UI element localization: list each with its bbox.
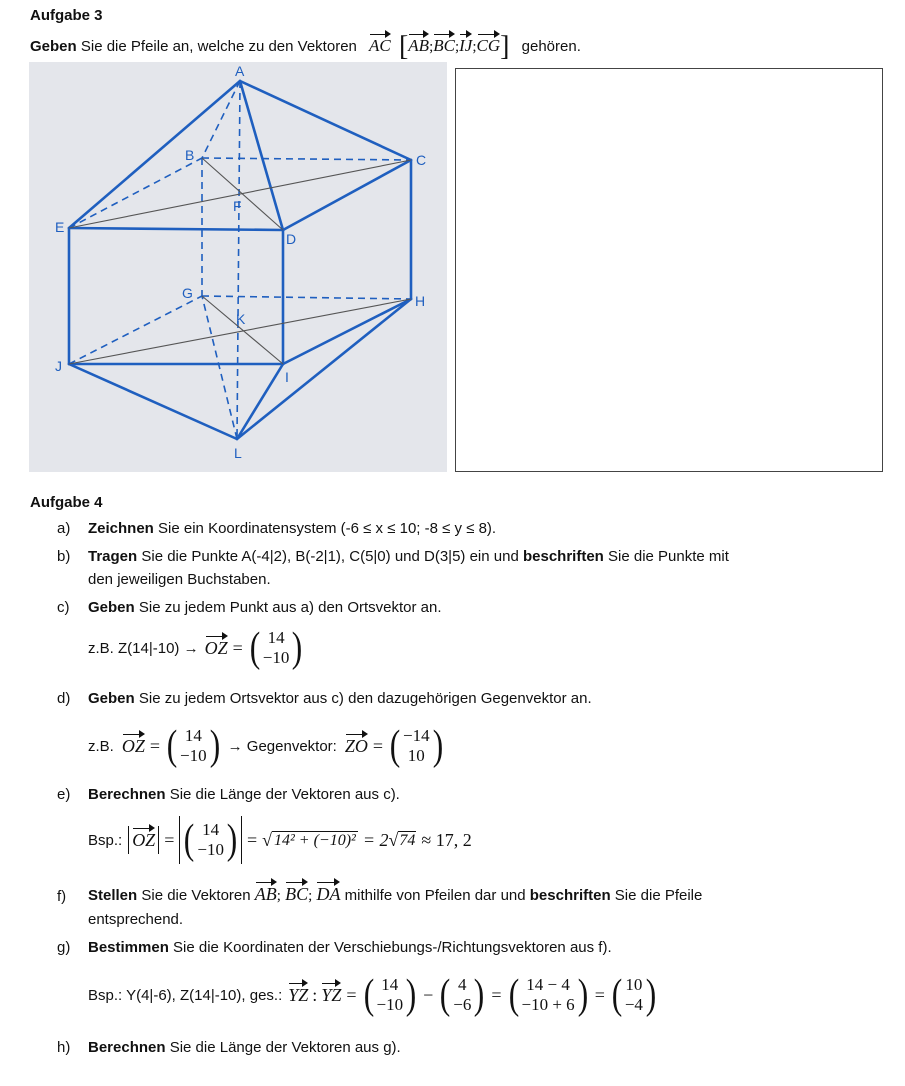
label-c: c) <box>57 599 70 616</box>
example-g: Bsp.: Y(4|-6), Z(14|-10), ges.: YZ : YZ = ( 14 −10 ) − ( 4 −6 ) = ( 14 − 4 −10 + 6 ) = ( 10 −4 ) <box>88 972 657 1018</box>
vec-ZO: ZO <box>344 735 368 756</box>
label-G: G <box>182 285 193 301</box>
task-b-line2: den jeweiligen Buchstaben. <box>88 571 271 588</box>
answer-box <box>455 68 883 472</box>
task-b: Tragen Sie die Punkte A(-4|2), B(-2|1), C(5|0) und D(3|5) ein und beschriften Sie die Punkte mit <box>88 548 729 565</box>
label-g: g) <box>57 939 71 956</box>
label-h: h) <box>57 1039 71 1056</box>
label-C: C <box>416 152 427 168</box>
label-a: a) <box>57 520 71 537</box>
label-A: A <box>235 63 245 79</box>
label-D: D <box>286 231 297 247</box>
example-e: Bsp.: OZ = ( 14 −10 ) = √ 14² + (−10)² = 2 √ 74 ≈ 17, 2 <box>88 817 472 863</box>
label-b: b) <box>57 548 71 565</box>
label-e: e) <box>57 786 71 803</box>
task-f: Stellen Sie die Vektoren AB; BC; DA mithilfe von Pfeilen dar und beschriften Sie die Pfeile <box>88 884 703 904</box>
vec-IJ: IJ <box>459 36 473 55</box>
vec-CG: CG <box>476 36 501 55</box>
label-E: E <box>55 219 65 235</box>
task3-verb: Geben <box>30 38 77 55</box>
vec-AC: AC <box>369 36 391 55</box>
label-B: B <box>185 147 195 163</box>
task3-instruction: Geben Sie die Pfeile an, welche zu den Vektoren AC [AB;BC;IJ;CG] gehören. <box>30 31 581 62</box>
task3-title: Aufgabe 3 <box>30 7 103 24</box>
task-d: Geben Sie zu jedem Ortsvektor aus c) den dazugehörigen Gegenvektor an. <box>88 690 592 707</box>
label-H: H <box>415 293 426 309</box>
task-h: Berechnen Sie die Länge der Vektoren aus g). <box>88 1039 401 1056</box>
example-c: z.B. Z(14|-10) → OZ = ( 14 −10 ) <box>88 625 303 671</box>
task-g: Bestimmen Sie die Koordinaten der Verschiebungs-/Richtungsvektoren aus f). <box>88 939 612 956</box>
vec-AB: AB <box>408 36 430 55</box>
label-d: d) <box>57 690 71 707</box>
prism-figure <box>29 62 447 472</box>
label-K: K <box>236 311 246 327</box>
vec-OZ: OZ <box>204 637 228 658</box>
label-f: f) <box>57 888 67 905</box>
task3-suffix: gehören. <box>521 38 581 55</box>
task-c: Geben Sie zu jedem Punkt aus a) den Ortsvektor an. <box>88 599 442 616</box>
task4-title: Aufgabe 4 <box>30 494 103 511</box>
label-J: J <box>55 358 62 374</box>
label-F: F <box>233 198 242 214</box>
task-e: Berechnen Sie die Länge der Vektoren aus c). <box>88 786 400 803</box>
label-L: L <box>234 445 242 461</box>
task3-text: Sie die Pfeile an, welche zu den Vektoren <box>80 38 357 55</box>
example-d: z.B. OZ = ( 14 −10 ) → Gegenvektor: ZO = ( −14 10 ) <box>88 723 443 769</box>
task-a: Zeichnen Sie ein Koordinatensystem (-6 ≤ x ≤ 10; -8 ≤ y ≤ 8). <box>88 520 497 537</box>
label-I: I <box>285 369 289 385</box>
task-f-line2: entsprechend. <box>88 911 184 928</box>
vec-BC: BC <box>433 36 455 55</box>
